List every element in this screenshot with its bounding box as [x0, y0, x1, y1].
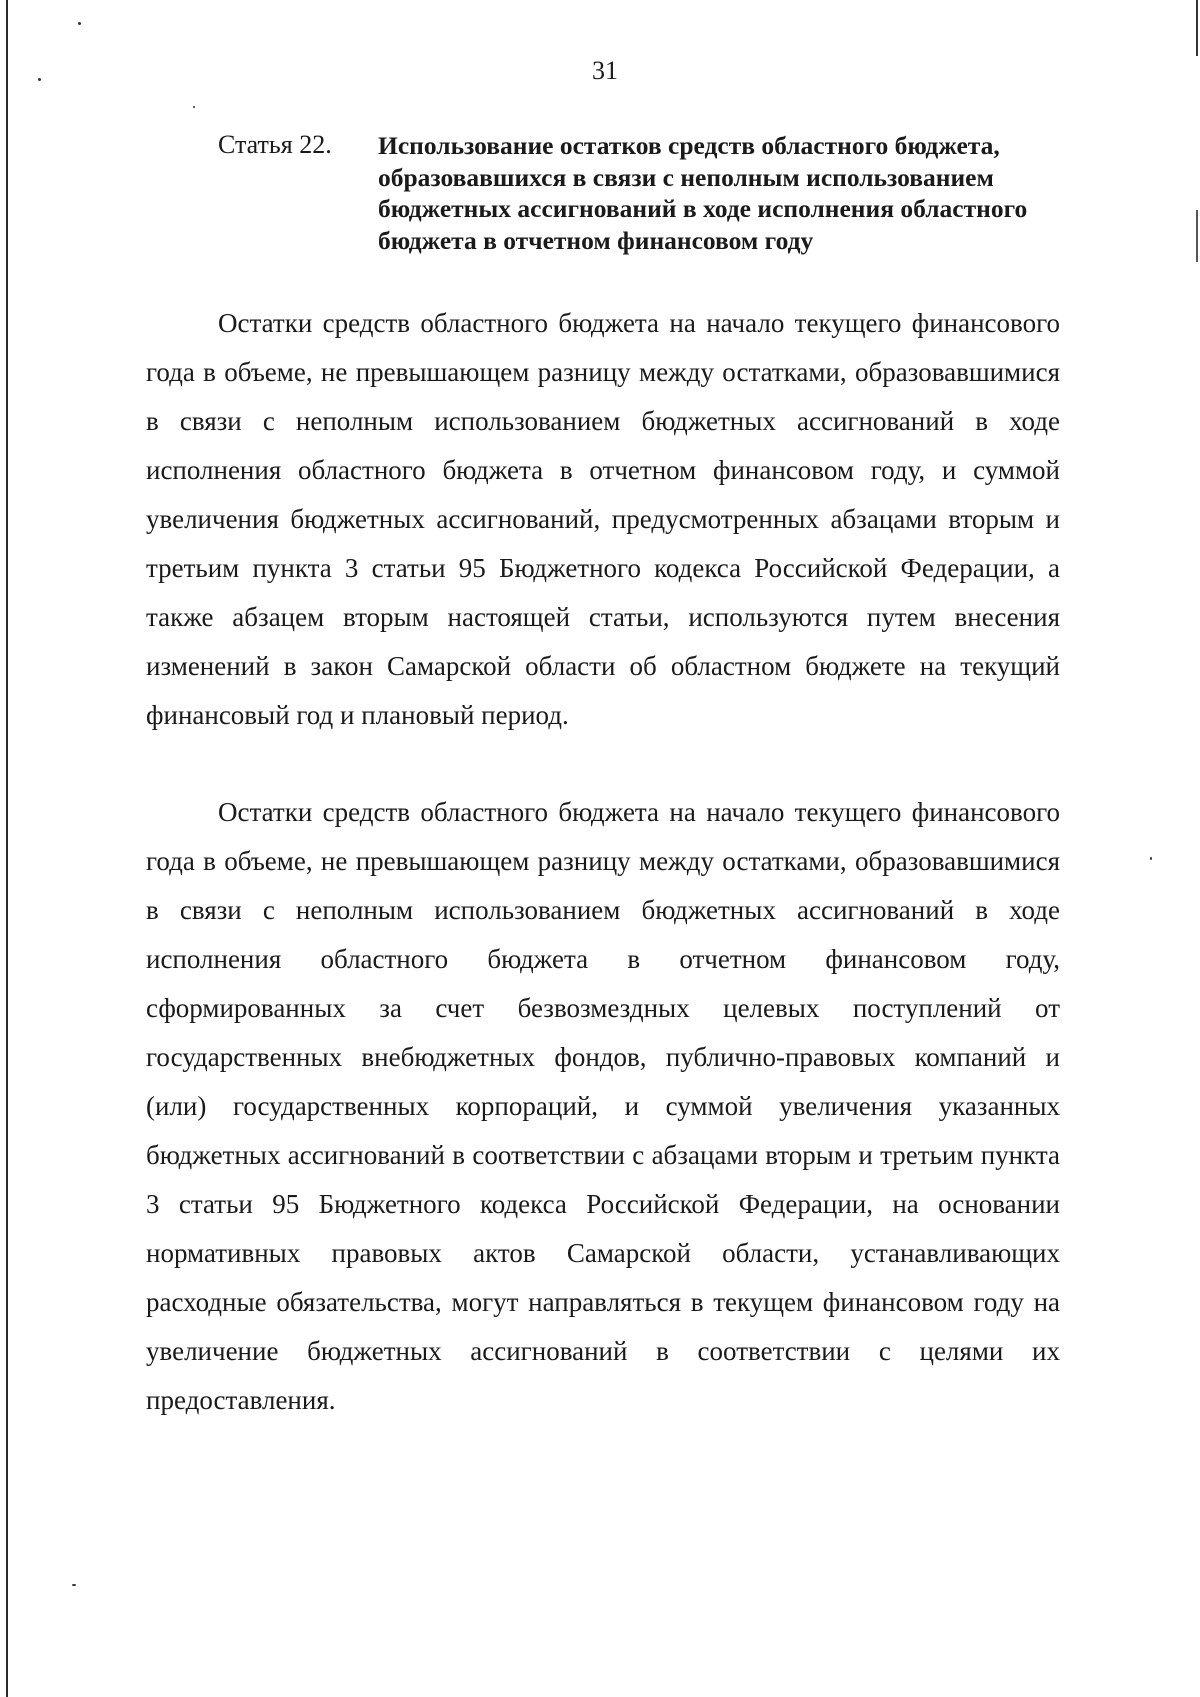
- article-label: Статья 22.: [218, 130, 332, 159]
- article-title: Использование остатков средств областного бюджета, образовавшихся в связи с неполным использованием бюджетных ассигнований в ходе исполнения областного бюджета в отчетном финансовом году: [378, 131, 1028, 255]
- scan-speck: [72, 1584, 76, 1586]
- scan-speck: [78, 22, 81, 25]
- scan-speck: [1150, 857, 1152, 860]
- body-paragraph: Остатки средств областного бюджета на начало текущего финансового года в объеме, не превышающем разницу между остатками, образовавшимися в связи с неполным использованием бюджетных ассигнований в ходе исполнения областного бюджета в отчетном финансовом году, сформированных за счет безвозмездных целевых поступлений от государственных внебюджетных фондов, публично-правовых компаний и (или) государственных корпораций, и суммой увеличения указанных бюджетных ассигнований в соответствии с абзацами вторым и третьим пункта 3 статьи 95 Бюджетного кодекса Российской Федерации, на основании нормативных правовых актов Самарской области, устанавливающих расходные обязательства, могут направляться в текущем финансовом году на увеличение бюджетных ассигнований в соответствии с целями их предоставления.: [146, 797, 1060, 1415]
- page-number: 31: [592, 56, 618, 85]
- body-paragraph: Остатки средств областного бюджета на начало текущего финансового года в объеме, не превышающем разницу между остатками, образовавшимися в связи с неполным использованием бюджетных ассигнований в ходе исполнения областного бюджета в отчетном финансовом году, и суммой увеличения бюджетных ассигнований, предусмотренных абзацами вторым и третьим пункта 3 статьи 95 Бюджетного кодекса Российской Федерации, а также абзацем вторым настоящей статьи, используются путем внесения изменений в закон Самарской области об областном бюджете на текущий финансовый год и плановый период.: [146, 308, 1060, 730]
- scan-edge-left: [6, 0, 8, 1697]
- scan-edge-right-mid: [1196, 210, 1198, 262]
- scan-speck: [193, 106, 195, 108]
- scan-edge-right-top: [1196, 0, 1198, 56]
